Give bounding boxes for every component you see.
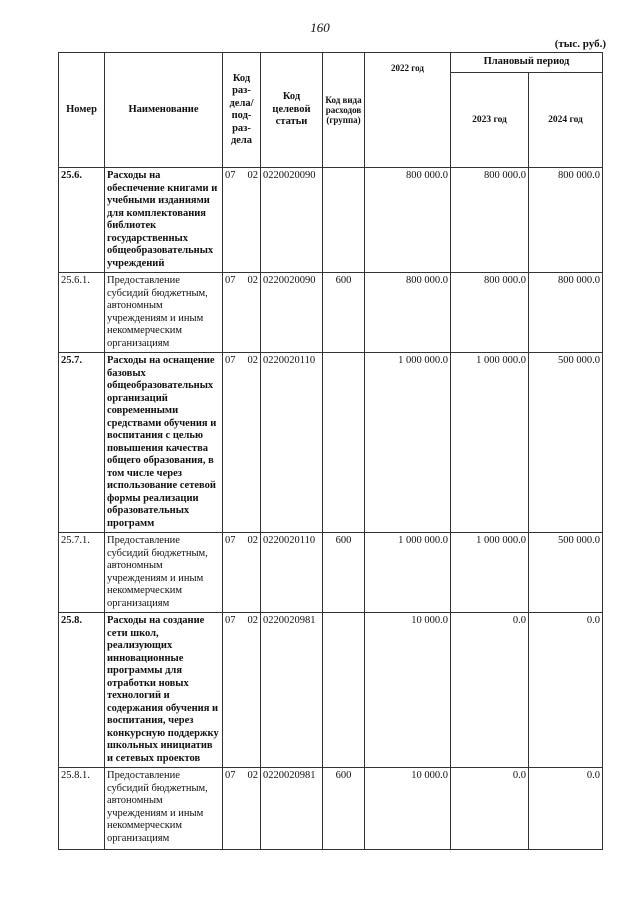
- header-number: Номер: [59, 53, 105, 168]
- row-number: 25.8.1.: [59, 768, 105, 850]
- row-number: 25.8.: [59, 613, 105, 768]
- header-year-2023: 2023 год: [451, 73, 529, 168]
- units-label: (тыс. руб.): [554, 38, 606, 50]
- section-code: 07: [225, 615, 236, 626]
- row-number: 25.6.1.: [59, 273, 105, 353]
- row-amount-2022: 1 000 000.0: [365, 353, 451, 533]
- row-amount-2023: 1 000 000.0: [451, 353, 529, 533]
- row-expense-type: [323, 613, 365, 768]
- table-row: [59, 613, 603, 768]
- row-target-code: 0220020110: [261, 353, 323, 533]
- row-amount-2024: 500 000.0: [529, 533, 603, 613]
- page-number: 160: [310, 20, 330, 35]
- subsection-code: 02: [247, 615, 258, 626]
- subsection-code: 02: [247, 275, 258, 286]
- subsection-code: 02: [247, 770, 258, 781]
- row-target-code: 0220020981: [261, 613, 323, 768]
- row-amount-2022: 800 000.0: [365, 168, 451, 273]
- row-amount-2023: 800 000.0: [451, 168, 529, 273]
- header-year-2024: 2024 год: [529, 73, 603, 168]
- row-name: Предоставление субсидий бюджетным, автономным учреждениям и иным некоммерческим организациям: [105, 533, 223, 613]
- subsection-code: 02: [247, 355, 258, 366]
- row-amount-2023: 0.0: [451, 613, 529, 768]
- row-section: [223, 533, 261, 613]
- header-year-2022: 2022 год: [365, 53, 451, 168]
- row-amount-2022: 10 000.0: [365, 613, 451, 768]
- row-amount-2022: 10 000.0: [365, 768, 451, 850]
- row-target-code: 0220020090: [261, 168, 323, 273]
- subsection-code: 02: [247, 535, 258, 546]
- header-name: Наименование: [105, 53, 223, 168]
- row-amount-2022: 1 000 000.0: [365, 533, 451, 613]
- row-expense-type: [323, 168, 365, 273]
- header-planned-period: Плановый период: [451, 53, 603, 73]
- row-section: [223, 768, 261, 850]
- row-amount-2022: 800 000.0: [365, 273, 451, 353]
- table-row: [59, 273, 603, 353]
- section-code: 07: [225, 770, 236, 781]
- table-row: [59, 353, 603, 533]
- row-expense-type: [323, 353, 365, 533]
- header-target-code: Код целевой статьи: [261, 53, 323, 168]
- row-amount-2024: 800 000.0: [529, 168, 603, 273]
- budget-table: [58, 52, 603, 850]
- row-amount-2023: 1 000 000.0: [451, 533, 529, 613]
- row-amount-2023: 0.0: [451, 768, 529, 850]
- table-row: [59, 768, 603, 850]
- row-amount-2024: 800 000.0: [529, 273, 603, 353]
- section-code: 07: [225, 170, 236, 181]
- row-name: Расходы на оснащение базовых общеобразовательных организаций современными средствами обучения и воспитания с целью повышения качества общего образования, в том числе через использование сетевой формы реализации образовательных программ: [105, 353, 223, 533]
- table-row: [59, 168, 603, 273]
- table-row: [59, 533, 603, 613]
- header-expense-type-code: Код вида расходов (группа): [323, 53, 365, 168]
- row-amount-2023: 800 000.0: [451, 273, 529, 353]
- header-section-code: Код раз- дела/ под- раз- дела: [223, 53, 261, 168]
- row-expense-type: 600: [323, 273, 365, 353]
- row-expense-type: 600: [323, 768, 365, 850]
- row-amount-2024: 0.0: [529, 613, 603, 768]
- row-number: 25.6.: [59, 168, 105, 273]
- row-section: [223, 168, 261, 273]
- row-name: Расходы на создание сети школ, реализующих инновационные программы для отработки новых технологий и содержания обучения и воспитания, через конкурсную поддержку школьных инициатив и сетевых проектов: [105, 613, 223, 768]
- row-section: [223, 273, 261, 353]
- row-expense-type: 600: [323, 533, 365, 613]
- row-section: [223, 353, 261, 533]
- section-code: 07: [225, 275, 236, 286]
- row-name: Расходы на обеспечение книгами и учебными изданиями для комплектования библиотек государственных общеобразовательных учреждений: [105, 168, 223, 273]
- row-number: 25.7.: [59, 353, 105, 533]
- section-code: 07: [225, 535, 236, 546]
- row-target-code: 0220020090: [261, 273, 323, 353]
- row-name: Предоставление субсидий бюджетным, автономным учреждениям и иным некоммерческим организациям: [105, 768, 223, 850]
- row-number: 25.7.1.: [59, 533, 105, 613]
- row-target-code: 0220020981: [261, 768, 323, 850]
- row-amount-2024: 0.0: [529, 768, 603, 850]
- row-name: Предоставление субсидий бюджетным, автономным учреждениям и иным некоммерческим организациям: [105, 273, 223, 353]
- row-target-code: 0220020110: [261, 533, 323, 613]
- row-section: [223, 613, 261, 768]
- row-amount-2024: 500 000.0: [529, 353, 603, 533]
- section-code: 07: [225, 355, 236, 366]
- subsection-code: 02: [247, 170, 258, 181]
